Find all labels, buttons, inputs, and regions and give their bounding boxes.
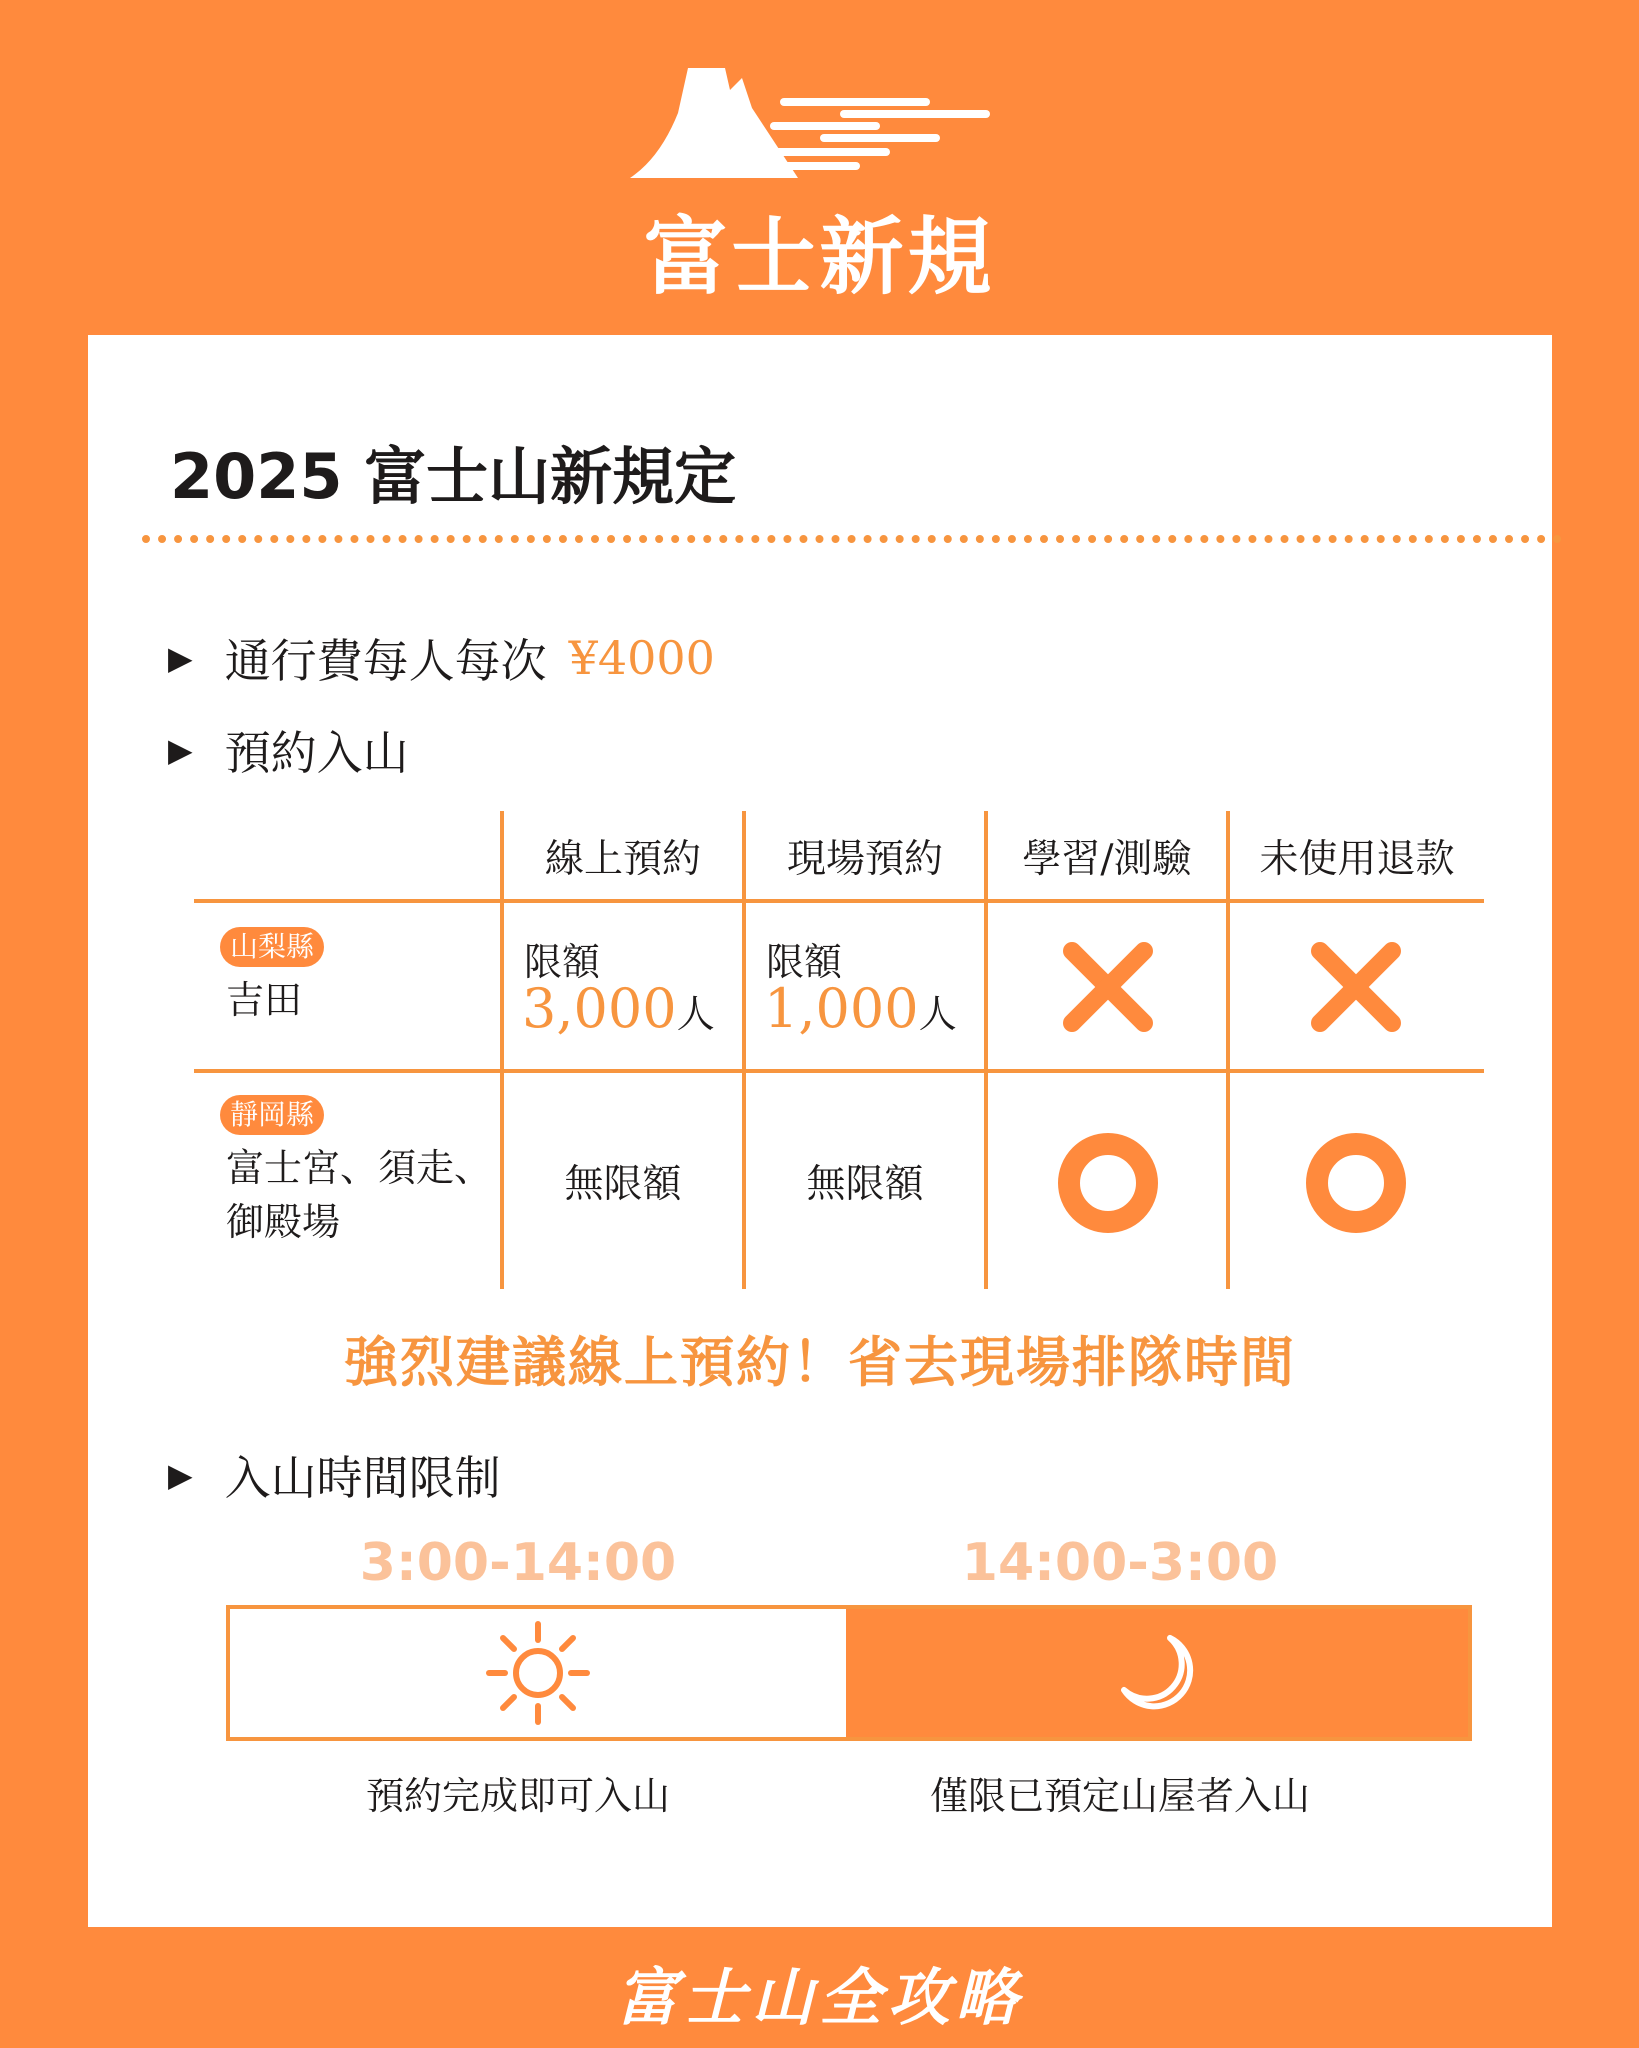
time-heading-text: 入山時間限制 (224, 1451, 501, 1505)
time-bar (226, 1605, 1472, 1741)
dotted-divider (142, 535, 1562, 543)
quota-label: 限額 (766, 940, 843, 984)
page-title: 2025 富士山新規定 (170, 440, 737, 513)
quota-unit: 人 (918, 992, 957, 1036)
prefecture-badge: 山梨縣 (220, 927, 324, 967)
column-header: 線上預約 (544, 837, 701, 882)
header-title: 富士新規 (643, 208, 996, 306)
prefecture-badge: 靜岡縣 (220, 1095, 324, 1135)
trail-name (226, 1141, 492, 1249)
night-time-range: 14:00-3:00 (961, 1533, 1279, 1593)
moon-icon (1112, 1628, 1202, 1718)
night-time-note: 僅限已預定山屋者入山 (929, 1774, 1310, 1818)
column-header: 未使用退款 (1259, 837, 1455, 882)
time-heading (168, 1442, 501, 1508)
quota-label: 限額 (524, 940, 601, 984)
day-segment (230, 1609, 846, 1737)
circle-icon (1304, 1131, 1408, 1235)
fee-price: ¥4000 (568, 631, 715, 685)
column-header: 學習/測驗 (1022, 837, 1192, 882)
sun-icon (483, 1618, 593, 1728)
trail-name-line: 御殿場 (226, 1200, 341, 1244)
quota-number: 3,000 (522, 977, 677, 1040)
bullet-triangle-icon: ▶ (168, 639, 193, 677)
reservation-table (194, 811, 1484, 1291)
quota-number: 1,000 (764, 977, 919, 1040)
column-header: 現場預約 (786, 837, 943, 882)
night-segment (846, 1609, 1468, 1737)
recommendation-text: 強烈建議線上預約！省去現場排隊時間 (344, 1331, 1296, 1394)
fee-text: 通行費每人每次 (224, 634, 547, 688)
bullet-triangle-icon: ▶ (168, 1456, 193, 1494)
quota-value (522, 977, 715, 1040)
content-card (88, 335, 1552, 1927)
footer-title: 富士山全攻略 (615, 1961, 1024, 2034)
day-time-note: 預約完成即可入山 (365, 1774, 670, 1818)
reservation-heading-text: 預約入山 (224, 726, 409, 780)
fee-item (168, 625, 715, 691)
quota-unit: 人 (676, 992, 715, 1036)
cross-icon (1308, 939, 1404, 1035)
day-time-range: 3:00-14:00 (359, 1533, 677, 1593)
mount-fuji-icon (630, 68, 1010, 208)
cross-icon (1060, 939, 1156, 1035)
trail-name-line: 富士宮、須走、 (226, 1146, 493, 1190)
bullet-triangle-icon: ▶ (168, 731, 193, 769)
trail-name: 吉田 (226, 978, 303, 1022)
reservation-heading (168, 717, 409, 783)
quota-unlimited: 無限額 (564, 1162, 682, 1207)
quota-value (764, 977, 957, 1040)
quota-unlimited: 無限額 (806, 1162, 924, 1207)
circle-icon (1056, 1131, 1160, 1235)
